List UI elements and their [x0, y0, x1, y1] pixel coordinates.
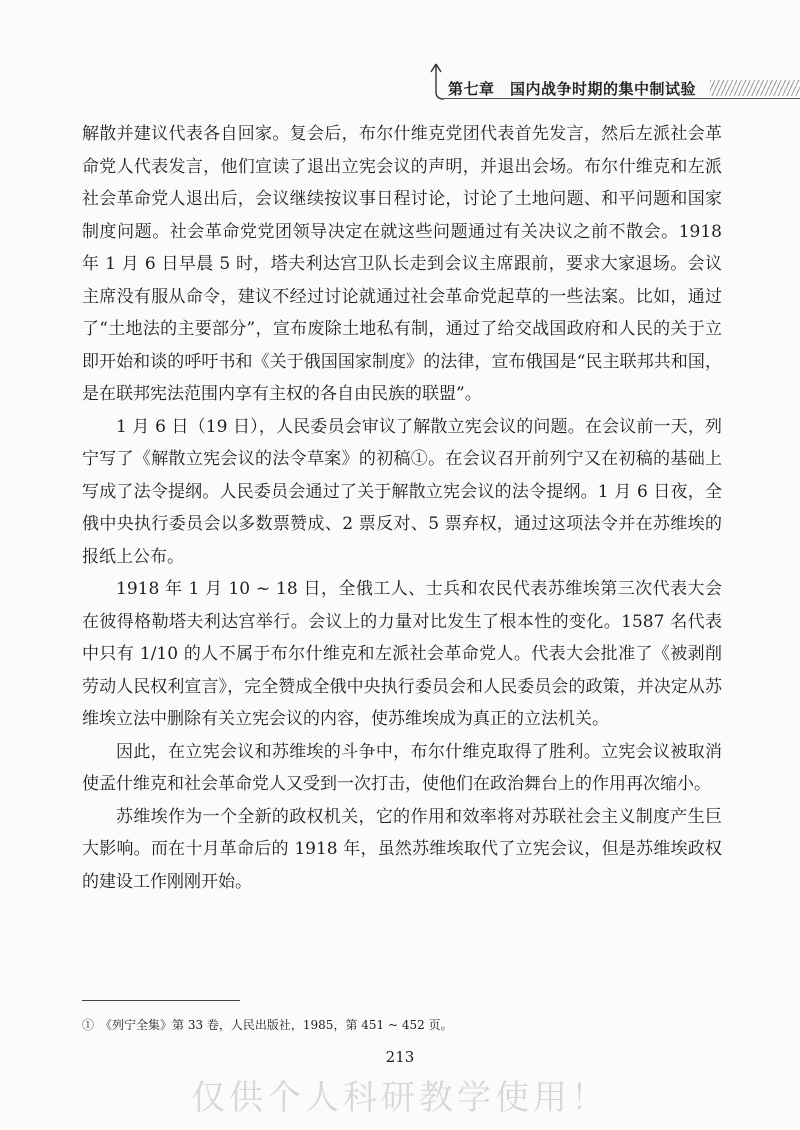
- paragraph-3: 1918 年 1 月 10 ~ 18 日，全俄工人、士兵和农民代表苏维埃第三次代表大会在彼得格勒塔夫利达宫举行。会议上的力量对比发生了根本性的变化。1587 名代表中只有 1/10 的人不属于布尔什维克和左派社会革命党人。代表大会批准了《被剥削劳动人民权利宣言》，完全赞成全俄中央执行委员会和人民委员会的政策，并决定从苏维埃立法中删除有关立宪会议的内容，使苏维埃成为真正的立法机关。: [82, 579, 722, 729]
- footnote-rule: [82, 1000, 240, 1001]
- watermark: 仅供个人科研教学使用！: [191, 1078, 609, 1118]
- paragraph-5: 苏维埃作为一个全新的政权机关，它的作用和效率将对苏联社会主义制度产生巨大影响。而在十月革命后的 1918 年，虽然苏维埃取代了立宪会议，但是苏维埃政权的建设工作刚刚开始。: [82, 806, 722, 892]
- chapter-title: 第七章 国内战争时期的集中制试验: [448, 80, 697, 98]
- footnote: ① 《列宁全集》第 33 卷，人民出版社，1985，第 451 ~ 452 页。: [82, 1018, 453, 1032]
- paragraph-2: 1 月 6 日（19 日），人民委员会审议了解散立宪会议的问题。在会议前一天，列宁写了《解散立宪会议的法令草案》的初稿①。在会议召开前列宁又在初稿的基础上写成了法令提纲。人民委员会通过了关于解散立宪会议的法令提纲。1 月 6 日夜，全俄中央执行委员会以多数票赞成、2 票反对、5 票弃权，通过这项法令并在苏维埃的报纸上公布。: [82, 416, 722, 567]
- paragraph-1: 解散并建议代表各自回家。复会后，布尔什维克党团代表首先发言，然后左派社会革命党人代表发言，他们宣读了退出立宪会议的声明，并退出会场。布尔什维克和左派社会革命党人退出后，会议继续按议事日程讨论，讨论了土地问题、和平问题和国家制度问题。社会革命党党团领导决定在就这些问题通过有关决议之前不散会。1918 年 1 月 6 日早晨 5 时，塔夫利达宫卫队长走到会议主席跟前，要求大家退场。会议主席没有服从命令，建议不经过讨论就通过社会革命党起草的一些法案。比如，通过了“土地法的主要部分”，宣布废除土地私有制，通过了给交战国政府和人民的关于立即开始和谈的呼吁书和《关于俄国国家制度》的法律，宣布俄国是“民主联邦共和国，是在联邦宪法范围内享有主权的各自由民族的联盟”。: [82, 124, 722, 404]
- paragraph-4: 因此，在立宪会议和苏维埃的斗争中，布尔什维克取得了胜利。立宪会议被取消使孟什维克和社会革命党人又受到一次打击，使他们在政治舞台上的作用再次缩小。: [82, 741, 722, 794]
- body-text: [82, 118, 722, 898]
- page-number: 213: [385, 1048, 415, 1066]
- running-header: [428, 62, 800, 102]
- header-rule: [444, 98, 800, 99]
- header-hatch-decoration: [710, 80, 800, 96]
